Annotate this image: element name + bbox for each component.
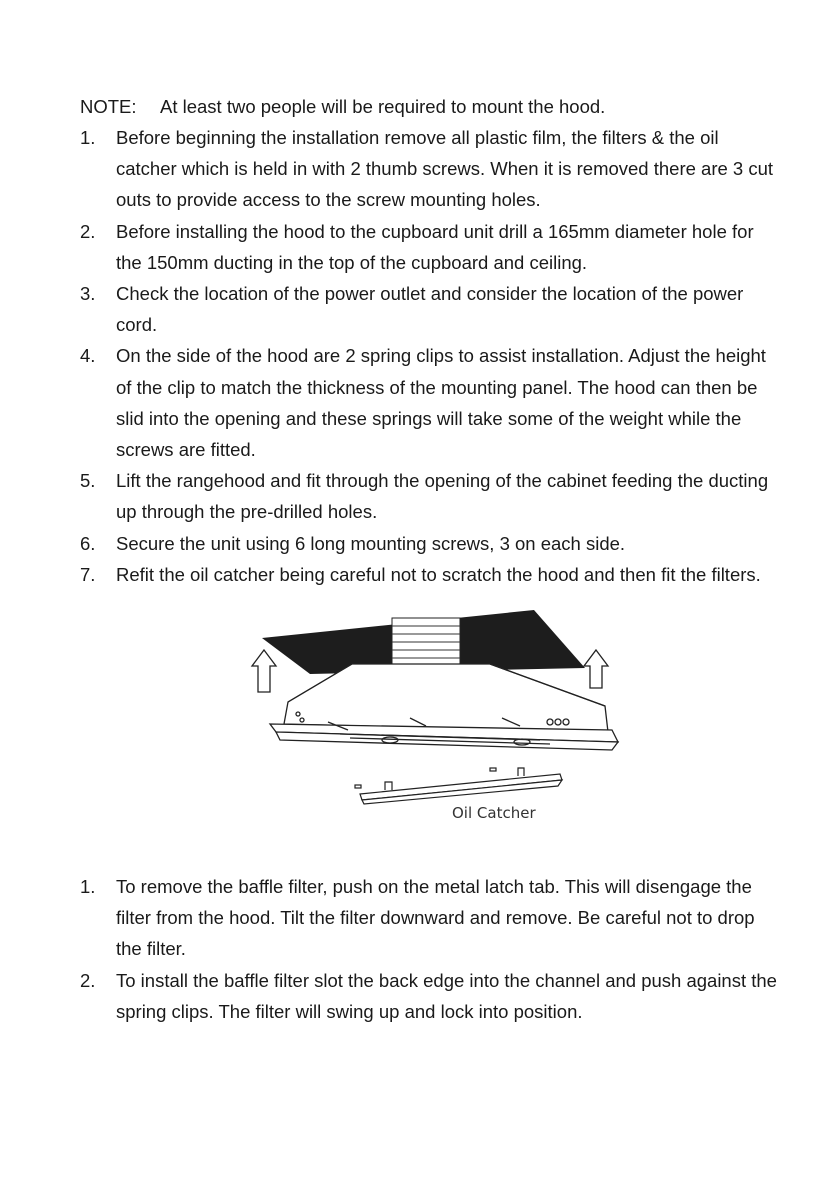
right-lift-arrow-icon <box>584 650 608 688</box>
note-text: At least two people will be required to mount the hood. <box>160 96 606 117</box>
step-number: 2. <box>80 220 96 242</box>
step-number: 4. <box>80 345 96 367</box>
install-step <box>80 216 780 278</box>
install-step <box>80 465 780 527</box>
hood-body <box>284 664 608 732</box>
step-number: 6. <box>80 532 96 554</box>
step-text: To remove the baffle filter, push on the metal latch tab. This will disengage the filter from the hood. Tilt the filter downward and remove. Be careful not to drop the filter. <box>116 876 755 960</box>
left-lift-arrow-icon <box>252 650 276 692</box>
step-number: 7. <box>80 563 96 585</box>
duct-collar <box>392 618 460 668</box>
oil-catcher-caption: Oil Catcher <box>452 804 536 822</box>
step-number: 3. <box>80 283 96 305</box>
step-number: 1. <box>80 876 96 897</box>
install-step <box>80 528 780 559</box>
install-step <box>80 559 780 590</box>
filter-step <box>80 965 780 1027</box>
step-number: 1. <box>80 127 96 148</box>
install-step <box>80 340 780 465</box>
installation-steps-list <box>80 122 780 590</box>
step-text: To install the baffle filter slot the back edge into the channel and push against the spring clips. The filter will swing up and lock into position. <box>116 969 777 1022</box>
rangehood-installation-diagram <box>240 604 620 834</box>
note-label: NOTE: <box>80 96 137 117</box>
filter-step <box>80 871 780 965</box>
step-text: On the side of the hood are 2 spring clips to assist installation. Adjust the height of the clip to match the thickness of the mounting panel. The hood can then be slid into the opening and these springs will take some of the weight while the screws are fitted. <box>116 345 766 461</box>
step-number: 5. <box>80 470 96 492</box>
oil-catcher-part <box>355 768 562 804</box>
step-number: 2. <box>80 969 96 991</box>
install-step <box>80 278 780 340</box>
step-text: Check the location of the power outlet and consider the location of the power cord. <box>116 283 744 336</box>
step-text: Before beginning the installation remove all plastic film, the filters & the oil catcher which is held in with 2 thumb screws. When it is removed there are 3 cut outs to provide access to the screw mounting holes. <box>116 127 774 211</box>
filter-steps-list <box>80 871 780 1027</box>
step-text: Lift the rangehood and fit through the opening of the cabinet feeding the ducting up through the pre-drilled holes. <box>116 470 769 523</box>
step-text: Refit the oil catcher being careful not to scratch the hood and then fit the filters. <box>116 563 761 585</box>
step-text: Secure the unit using 6 long mounting screws, 3 on each side. <box>116 532 626 554</box>
installation-note <box>80 91 605 122</box>
step-text: Before installing the hood to the cupboard unit drill a 165mm diameter hole for the 150mm ducting in the top of the cupboard and ceiling. <box>116 220 754 273</box>
install-step <box>80 122 780 216</box>
